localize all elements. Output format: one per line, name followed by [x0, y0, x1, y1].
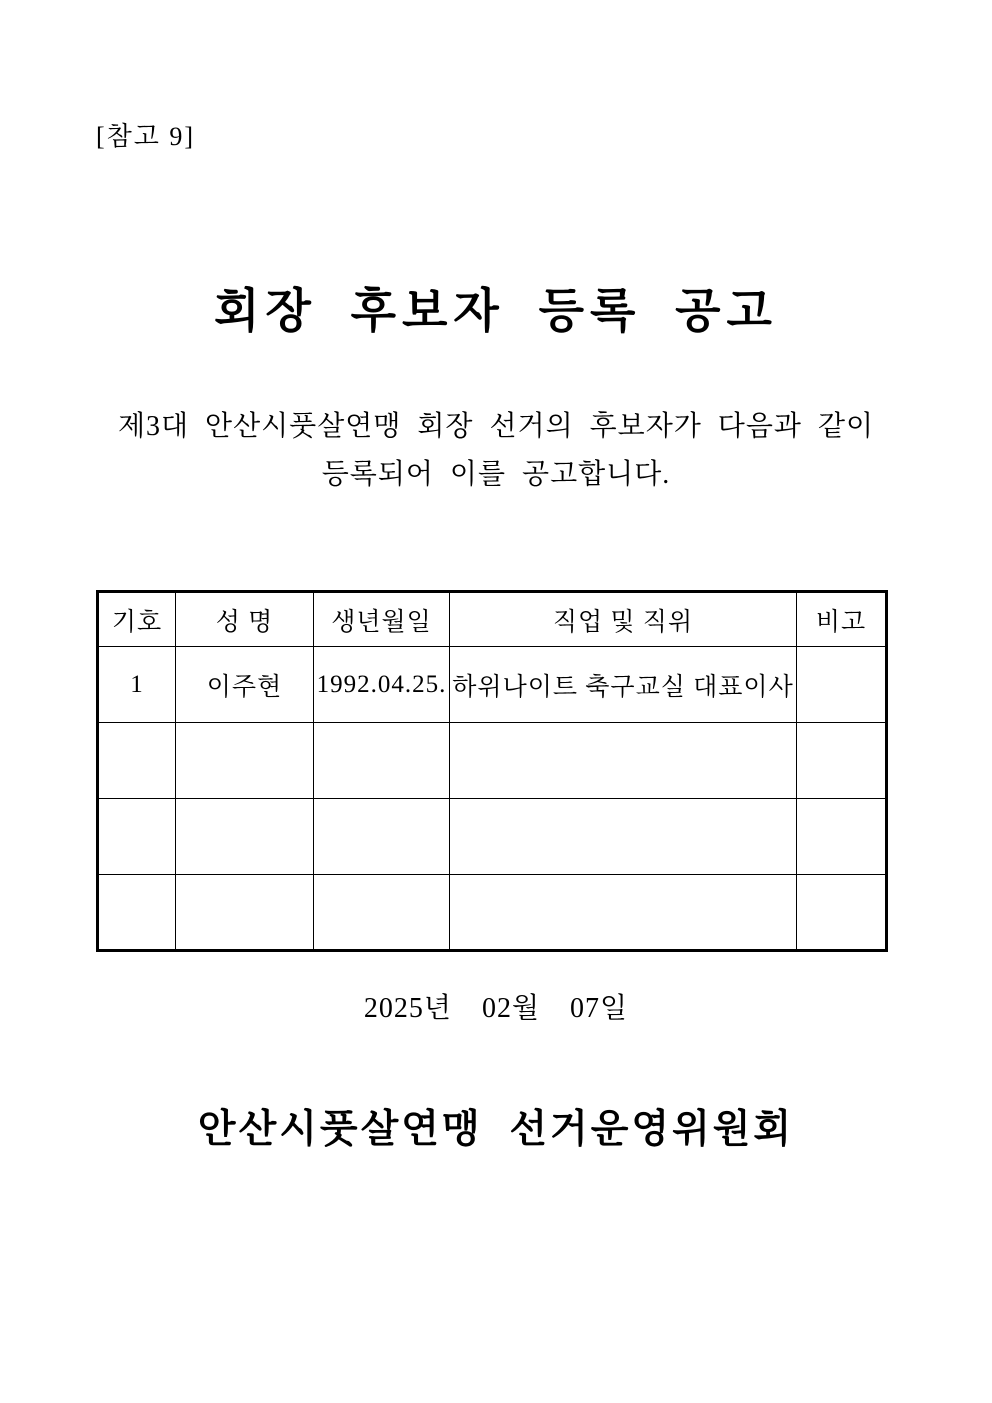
date-day: 07일: [570, 993, 629, 1024]
cell-note: [797, 875, 887, 951]
intro-line-2: 등록되어 이를 공고합니다.: [321, 459, 671, 490]
header-cell-name: 성 명: [176, 592, 314, 647]
cell-number: 1: [98, 647, 176, 723]
intro-paragraph: [0, 403, 992, 499]
reference-label: [참고 9]: [96, 122, 196, 151]
cell-note: [797, 799, 887, 875]
candidates-table: [96, 590, 888, 952]
cell-note: [797, 647, 887, 723]
cell-note: [797, 723, 887, 799]
cell-name: 이주현: [176, 647, 314, 723]
cell-name: [176, 723, 314, 799]
cell-birthdate: [314, 799, 450, 875]
cell-occupation: [450, 723, 797, 799]
cell-name: [176, 799, 314, 875]
cell-number: [98, 799, 176, 875]
cell-occupation: [450, 799, 797, 875]
date-year: 2025년: [363, 993, 452, 1024]
date-month: 02월: [481, 993, 541, 1024]
committee-name: 안산시풋살연맹 선거운영위원회: [197, 1108, 795, 1151]
cell-name: [176, 875, 314, 951]
intro-line-1: 제3대 안산시풋살연맹 회장 선거의 후보자가 다음과 같이: [117, 411, 875, 442]
table-row: [98, 799, 887, 875]
cell-number: [98, 723, 176, 799]
table-row: [98, 875, 887, 951]
table-header-row: [98, 592, 887, 647]
cell-birthdate: 1992.04.25.: [314, 647, 450, 723]
cell-occupation: [450, 875, 797, 951]
page-title: 회장 후보자 등록 공고: [214, 286, 778, 338]
header-cell-birthdate: 생년월일: [314, 592, 450, 647]
cell-birthdate: [314, 723, 450, 799]
table-row: [98, 647, 887, 723]
cell-occupation: 하위나이트 축구교실 대표이사: [450, 647, 797, 723]
table-row: [98, 723, 887, 799]
date-line: [0, 986, 992, 1026]
cell-birthdate: [314, 875, 450, 951]
header-cell-note: 비고: [797, 592, 887, 647]
header-cell-occupation: 직업 및 직위: [450, 592, 797, 647]
header-cell-number: 기호: [98, 592, 176, 647]
cell-number: [98, 875, 176, 951]
